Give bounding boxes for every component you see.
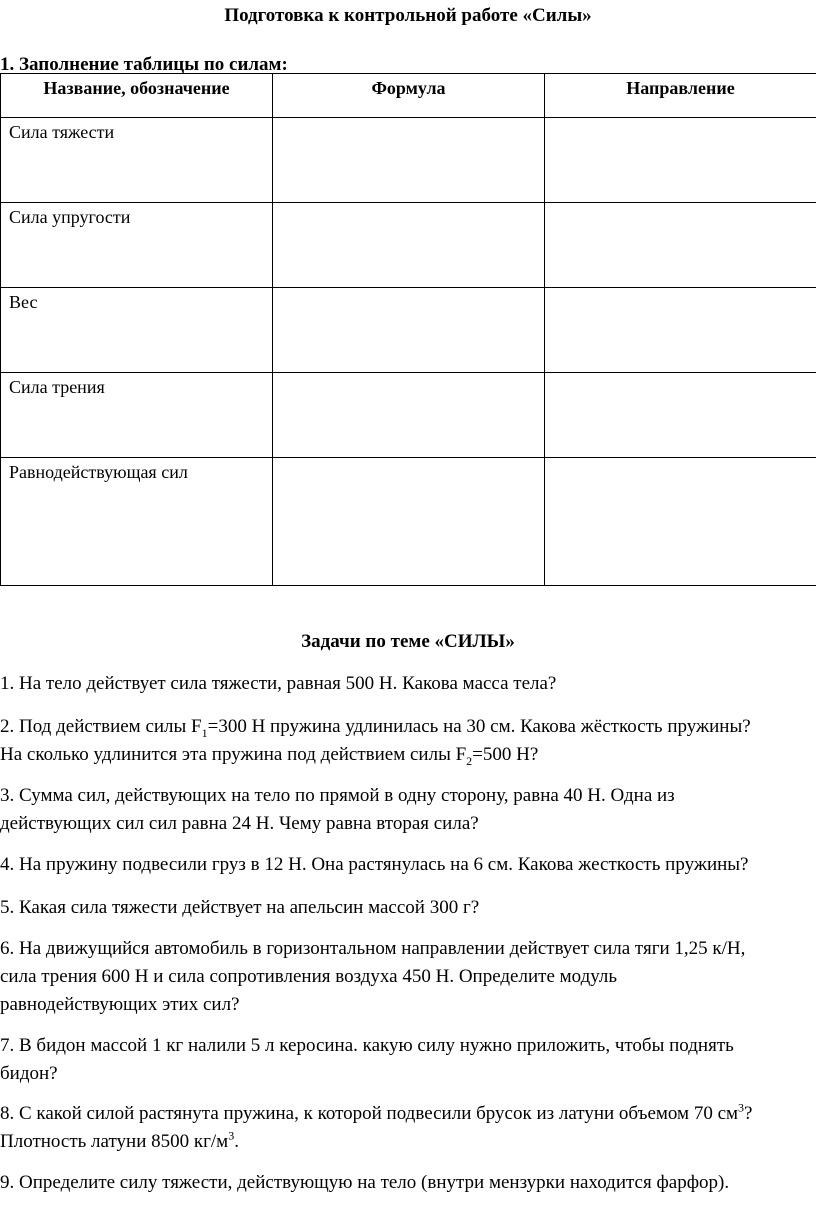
task-4: 4. На пружину подвесили груз в 12 Н. Она растянулась на 6 см. Какова жесткость пружины? (0, 854, 749, 875)
formula-cell[interactable] (273, 373, 545, 458)
table-row (1, 203, 816, 288)
formula-cell[interactable] (273, 203, 545, 288)
task-6: 6. На движущийся автомобиль в горизонтальном направлении действует сила тяги 1,25 к/Н, сила трения 600 Н и сила сопротивления воздуха 450 Н. Определите модуль равнодействующих этих сил? (0, 938, 746, 1015)
header-direction: Направление (545, 74, 816, 118)
task-3: 3. Сумма сил, действующих на тело по прямой в одну сторону, равна 40 Н. Одна из действующих сил сил равна 24 Н. Чему равна вторая сила? (0, 785, 675, 834)
row-label: Сила тяжести (1, 118, 273, 203)
section-heading: 1. Заполнение таблицы по силам: (0, 54, 288, 75)
table-header-row (1, 74, 816, 118)
table-row (1, 458, 816, 586)
direction-cell[interactable] (545, 373, 816, 458)
direction-cell[interactable] (545, 203, 816, 288)
row-label: Сила упругости (1, 203, 273, 288)
row-label: Равнодействующая сил (1, 458, 273, 586)
table-row (1, 288, 816, 373)
task-5: 5. Какая сила тяжести действует на апельсин массой 300 г? (0, 897, 480, 918)
formula-cell[interactable] (273, 288, 545, 373)
page-title: Подготовка к контрольной работе «Силы» (224, 5, 592, 26)
forces-table (0, 73, 816, 586)
formula-cell[interactable] (273, 118, 545, 203)
direction-cell[interactable] (545, 458, 816, 586)
task-9: 9. Определите силу тяжести, действующую на тело (внутри мензурки находится фарфор). (0, 1172, 730, 1193)
formula-cell[interactable] (273, 458, 545, 586)
task-2: 2. Под действием силы $F_1=300$ Н пружина удлинилась на 30 см. Какова жёсткость пружины? На сколько удлинится эта пружина под действием силы $F_2=500$ Н? (0, 716, 751, 768)
direction-cell[interactable] (545, 118, 816, 203)
table-row (1, 118, 816, 203)
task-7: 7. В бидон массой 1 кг налили 5 л керосина. какую силу нужно приложить, чтобы поднять бидон? (0, 1035, 734, 1084)
row-label: Вес (1, 288, 273, 373)
row-label: Сила трения (1, 373, 273, 458)
tasks-title: Задачи по теме «СИЛЫ» (301, 631, 515, 652)
task-1: 1. На тело действует сила тяжести, равная 500 Н. Какова масса тела? (0, 673, 557, 694)
header-formula: Формула (273, 74, 545, 118)
direction-cell[interactable] (545, 288, 816, 373)
header-name: Название, обозначение (1, 74, 273, 118)
table-row (1, 373, 816, 458)
task-8: 8. С какой силой растянута пружина, к которой подвесили брусок из латуни объемом 70 $см^3$? Плотность латуни 8500 $кг/м^3$. (0, 1100, 753, 1152)
